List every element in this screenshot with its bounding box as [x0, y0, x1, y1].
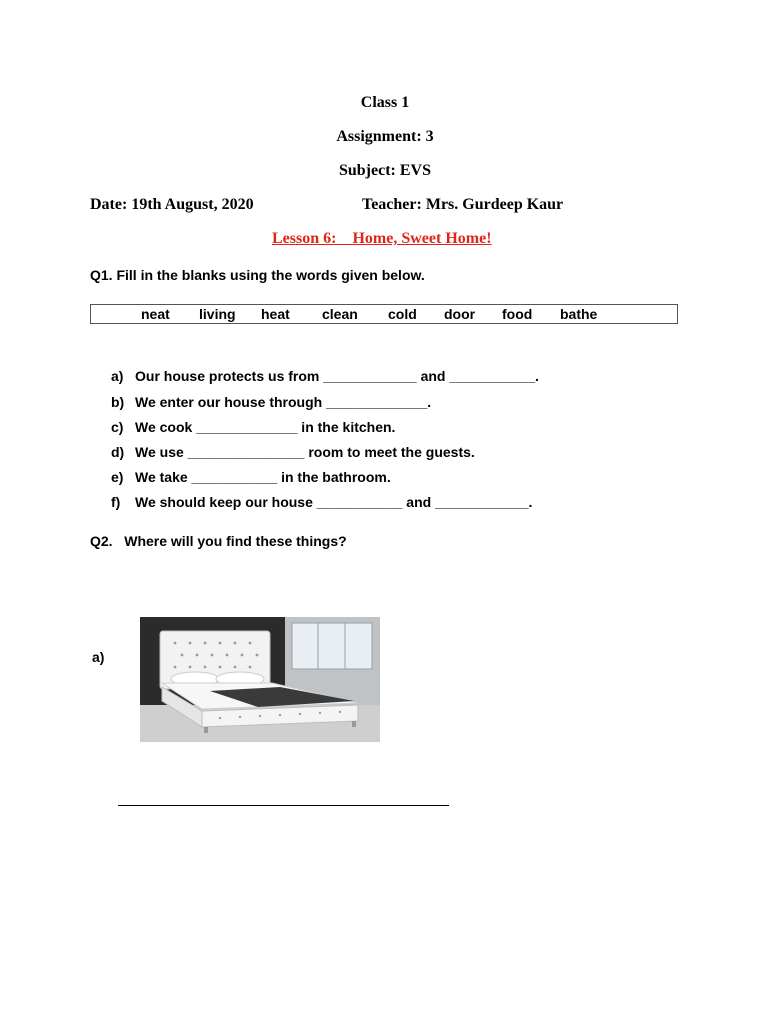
date-text: Date: 19th August, 2020	[90, 196, 254, 213]
word-bank-item: bathe	[560, 306, 598, 322]
item-label: e)	[111, 469, 124, 485]
word-bank	[90, 304, 678, 324]
item-text: We use _______________ room to meet the guests.	[135, 444, 475, 460]
word-bank-item: clean	[322, 306, 358, 322]
word-bank-item: cold	[388, 306, 417, 322]
question-item	[111, 469, 391, 485]
question-item	[111, 368, 539, 384]
bed-photo	[140, 617, 380, 742]
question-item	[111, 444, 475, 460]
word-bank-item: living	[199, 306, 236, 322]
word-bank-item: door	[444, 306, 476, 322]
word-bank-item: food	[502, 306, 533, 322]
question-1-title: Q1. Fill in the blanks using the words given below.	[90, 267, 425, 283]
word-bank-item: neat	[141, 306, 170, 322]
item-label: d)	[111, 444, 125, 460]
item-label: f)	[111, 494, 121, 510]
item-text: We should keep our house ___________ and ____________.	[135, 494, 533, 510]
item-text: We take ___________ in the bathroom.	[135, 469, 391, 485]
item-text: Our house protects us from ____________ and ___________.	[135, 368, 539, 384]
assignment-heading: Assignment: 3	[336, 128, 434, 145]
item-text: We cook _____________ in the kitchen.	[135, 419, 396, 435]
subject-heading: Subject: EVS	[338, 162, 431, 179]
item-label: c)	[111, 419, 124, 435]
item-text: We enter our house through _____________.	[135, 394, 432, 410]
part-a-label: a)	[92, 649, 105, 665]
question-item	[111, 419, 395, 435]
item-label: b)	[111, 394, 125, 410]
question-item	[111, 394, 431, 410]
item-label: a)	[111, 368, 124, 384]
word-bank-item: heat	[261, 306, 290, 322]
answer-blank-line[interactable]	[118, 805, 449, 806]
teacher-text: Teacher: Mrs. Gurdeep Kaur	[362, 196, 564, 213]
class-heading-line: Class 1	[360, 94, 410, 111]
lesson-title: Lesson 6: Home, Sweet Home!	[272, 230, 492, 247]
question-item	[111, 494, 532, 510]
question-2-title: Q2. Where will you find these things?	[90, 533, 347, 549]
